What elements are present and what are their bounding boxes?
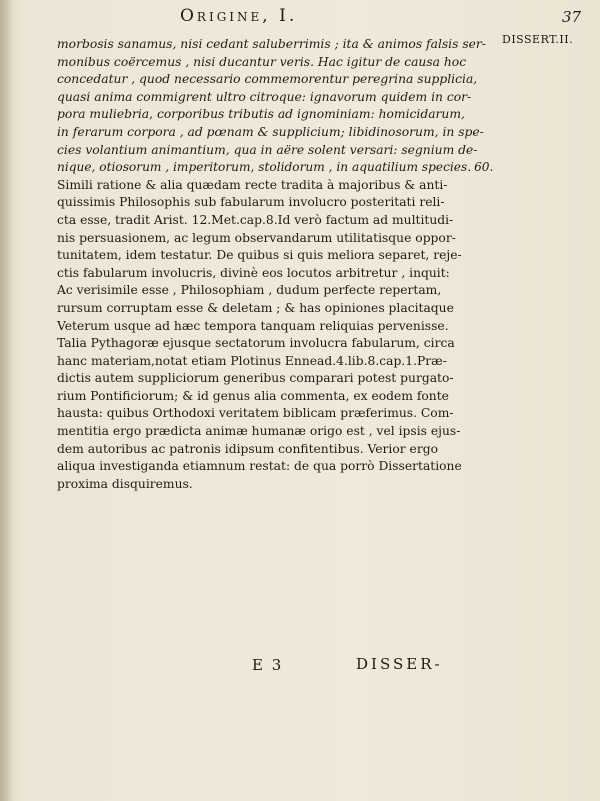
- text-line: cta esse, tradit Arist. 12.Met.cap.8.Id verò factum ad multitudi-: [57, 212, 454, 227]
- text-line: dem autoribus ac patronis idipsum confitentibus. Verior ergo: [57, 441, 438, 456]
- page-number: 37: [562, 8, 582, 26]
- text-line: ctis fabularum involucris, divinè eos locutos arbitretur , inquit:: [57, 265, 450, 280]
- text-line: proxima disquiremus.: [57, 476, 193, 491]
- text-line: aliqua investiganda etiamnum restat: de qua porrò Dissertatione: [57, 459, 462, 474]
- text-line: nis persuasionem, ac legum observandarum utilitatisque oppor-: [57, 230, 456, 245]
- text-line-last-italic: [57, 159, 494, 177]
- roman-paragraph: [57, 177, 493, 494]
- margin-note: DISSERT.II.: [502, 33, 574, 46]
- text-line: quissimis Philosophis sub fabularum involucro posteritati reli-: [57, 195, 445, 210]
- gutter-shadow: [0, 0, 14, 801]
- section-marker: 60.: [474, 160, 494, 175]
- text-line: pora muliebria, corporibus tributis ad ignominiam: homicidarum,: [57, 107, 465, 122]
- body-text: [57, 36, 493, 493]
- text-line-content: nique, otiosorum , imperitorum, stolidorum , in aquatilium species.: [57, 160, 472, 175]
- catchword: DISSER-: [356, 655, 443, 673]
- running-title: Origine, I.: [180, 6, 298, 26]
- signature-mark: E 3: [252, 656, 284, 674]
- italic-quotation: [57, 36, 493, 177]
- text-line: rium Pontificiorum; & id genus alia commenta, ex eodem fonte: [57, 388, 449, 403]
- text-line: quasi anima commigrent ultro citroque: ignavorum quidem in cor-: [57, 89, 472, 104]
- text-line: monibus coërcemus , nisi ducantur veris. Hac igitur de causa hoc: [57, 54, 467, 69]
- text-line: mentitia ergo prædicta animæ humanæ origo est , vel ipsis ejus-: [57, 424, 461, 439]
- text-line: morbosis sanamus, nisi cedant saluberrimis ; ita & animos falsis ser-: [57, 37, 486, 51]
- text-line: in ferarum corpora , ad pœnam & supplicium; libidinosorum, in spe-: [57, 124, 484, 139]
- text-line: hanc materiam,notat etiam Plotinus Ennead.4.lib.8.cap.1.Præ-: [57, 353, 447, 368]
- text-line: tunitatem, idem testatur. De quibus si quis meliora separet, reje-: [57, 248, 462, 263]
- text-line: Ac verisimile esse , Philosophiam , dudum perfecte repertam,: [57, 283, 442, 298]
- text-line: Veterum usque ad hæc tempora tanquam reliquias pervenisse.: [57, 318, 449, 333]
- text-line: hausta: quibus Orthodoxi veritatem biblicam præferimus. Com-: [57, 406, 454, 421]
- text-line: rursum corruptam esse & deletam ; & has opiniones placitaque: [57, 300, 454, 315]
- text-line: Simili ratione & alia quædam recte tradita à majoribus & anti-: [57, 177, 448, 192]
- text-line: dictis autem suppliciorum generibus comparari potest purgato-: [57, 371, 454, 386]
- text-line: Talia Pythagoræ ejusque sectatorum involucra fabularum, circa: [57, 336, 455, 351]
- text-line: concedatur , quod necessario commemorentur peregrina supplicia,: [57, 72, 478, 87]
- text-line: cies volantium animantium, qua in aëre solent versari: segnium de-: [57, 142, 478, 157]
